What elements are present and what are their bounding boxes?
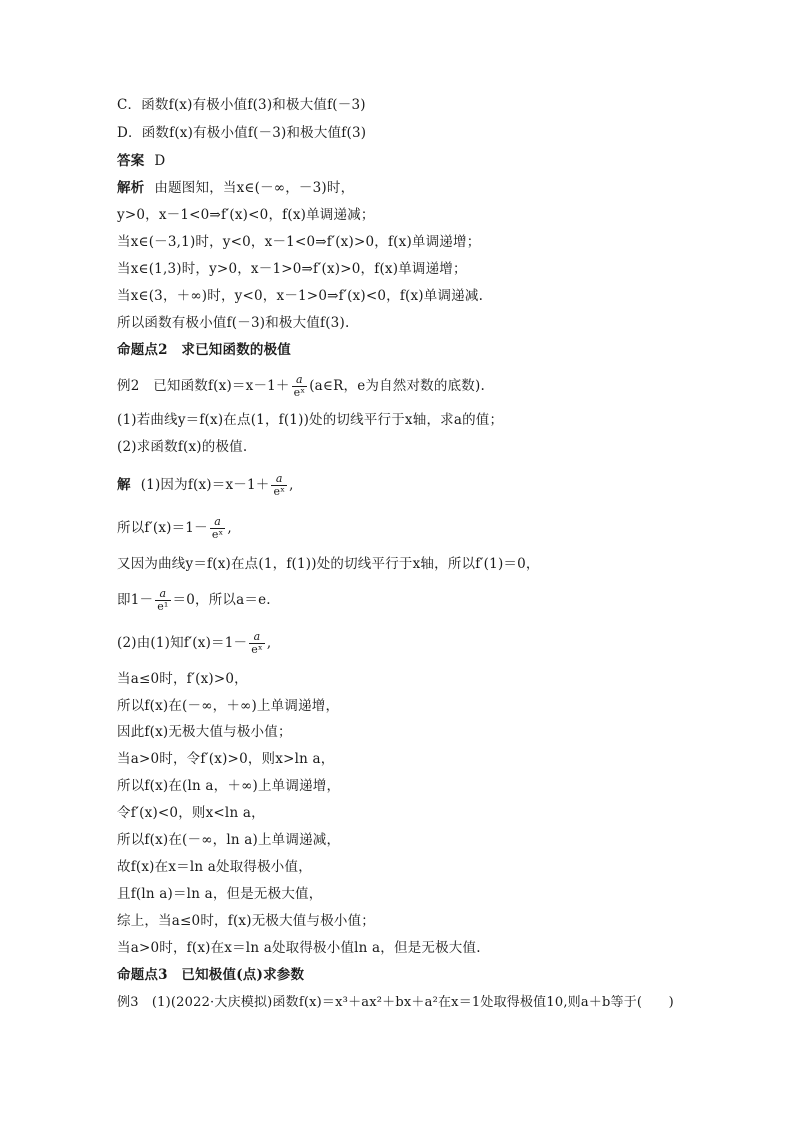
solution-line-5 bbox=[117, 631, 271, 656]
fraction bbox=[292, 374, 308, 399]
solution-line-16: 当a>0时，f(x)在x＝ln a处取得极小值ln a，但是无极大值. bbox=[117, 940, 481, 956]
fraction-numerator: a bbox=[210, 516, 226, 529]
analysis-label: 解析 bbox=[117, 180, 145, 196]
fraction bbox=[155, 588, 170, 613]
solution-2-post: , bbox=[227, 520, 232, 536]
solution-pre: (1)因为f(x)＝x－1＋ bbox=[140, 477, 270, 493]
fraction-numerator: a bbox=[249, 631, 265, 644]
analysis-line-5: 当x∈(3，＋∞)时，y<0，x－1>0⇒f′(x)<0，f(x)单调递减. bbox=[117, 288, 484, 304]
answer-line bbox=[117, 152, 165, 170]
section-heading-2: 命题点2 求已知函数的极值 bbox=[117, 342, 291, 358]
analysis-text: 由题图知，当x∈(－∞，－3)时， bbox=[154, 180, 355, 196]
fraction bbox=[271, 473, 287, 498]
example-3-statement: 例3 (1)(2022·大庆模拟)函数f(x)＝x³＋ax²＋bx＋a²在x＝1处取得极值10,则a＋b等于( ) bbox=[117, 995, 674, 1010]
example-2-part-1: (1)若曲线y＝f(x)在点(1，f(1))处的切线平行于x轴，求a的值； bbox=[117, 412, 504, 428]
answer-value: D bbox=[154, 153, 166, 169]
solution-line-8: 因此f(x)无极大值与极小值； bbox=[117, 724, 292, 740]
fraction-denominator: eˣ bbox=[293, 386, 306, 399]
solution-line-14: 且f(ln a)＝ln a，但是无极大值， bbox=[117, 886, 323, 902]
option-c: C．函数f(x)有极小值f(3)和极大值f(－3) bbox=[117, 97, 366, 113]
analysis-line-4: 当x∈(1,3)时，y>0，x－1>0⇒f′(x)>0，f(x)单调递增； bbox=[117, 261, 467, 277]
analysis-conclusion: 所以函数有极小值f(－3)和极大值f(3). bbox=[117, 315, 350, 331]
solution-line-13: 故f(x)在x＝ln a处取得极小值， bbox=[117, 859, 312, 875]
analysis-line-2: y>0，x－1<0⇒f′(x)<0，f(x)单调递减； bbox=[117, 207, 375, 223]
fraction-numerator: a bbox=[155, 588, 170, 601]
solution-line-4 bbox=[117, 588, 271, 613]
fraction-denominator: eˣ bbox=[251, 643, 263, 656]
solution-4-post: ＝0，所以a＝e. bbox=[172, 592, 271, 608]
example-2-part-2: (2)求函数f(x)的极值. bbox=[117, 439, 248, 455]
answer-label: 答案 bbox=[117, 153, 145, 169]
solution-line-7: 所以f(x)在(－∞，＋∞)上单调递增， bbox=[117, 698, 340, 714]
solution-4-pre: 即1－ bbox=[117, 592, 154, 608]
solution-line-9: 当a>0时，令f′(x)>0，则x>ln a， bbox=[117, 751, 335, 767]
solution-line-15: 综上，当a≤0时，f(x)无极大值与极小值； bbox=[117, 913, 375, 929]
fraction-numerator: a bbox=[292, 374, 308, 387]
fraction-numerator: a bbox=[271, 473, 287, 486]
analysis-line-3: 当x∈(－3,1)时，y<0，x－1<0⇒f′(x)>0，f(x)单调递增； bbox=[117, 234, 481, 250]
solution-5-pre: (2)由(1)知f′(x)＝1－ bbox=[117, 635, 248, 651]
fraction-denominator: eˣ bbox=[211, 528, 224, 541]
fraction bbox=[249, 631, 265, 656]
solution-line-11: 令f′(x)<0，则x<ln a， bbox=[117, 805, 265, 821]
section-heading-3: 命题点3 已知极值(点)求参数 bbox=[117, 967, 305, 983]
fraction bbox=[210, 516, 226, 541]
example-2-post: (a∈R，e为自然对数的底数). bbox=[309, 378, 485, 394]
solution-line-3: 又因为曲线y＝f(x)在点(1，f(1))处的切线平行于x轴，所以f′(1)＝0， bbox=[117, 556, 540, 572]
fraction-denominator: e¹ bbox=[157, 600, 169, 613]
example-2-statement bbox=[117, 374, 485, 399]
analysis-line-1 bbox=[117, 179, 354, 197]
solution-5-post: , bbox=[266, 635, 272, 651]
solution-post: , bbox=[289, 477, 294, 493]
solution-line-1 bbox=[117, 473, 294, 498]
solution-line-12: 所以f(x)在(－∞，ln a)上单调递减， bbox=[117, 832, 341, 848]
solution-line-10: 所以f(x)在(ln a，＋∞)上单调递增， bbox=[117, 778, 341, 794]
solution-line-6: 当a≤0时，f′(x)>0， bbox=[117, 671, 248, 687]
solution-2-pre: 所以f′(x)＝1－ bbox=[117, 520, 208, 536]
solution-line-2 bbox=[117, 516, 232, 541]
fraction-denominator: eˣ bbox=[273, 485, 286, 498]
example-2-pre: 例2 已知函数f(x)＝x－1＋ bbox=[117, 378, 290, 394]
solution-label: 解 bbox=[117, 477, 131, 493]
option-d: D．函数f(x)有极小值f(－3)和极大值f(3) bbox=[117, 125, 367, 141]
